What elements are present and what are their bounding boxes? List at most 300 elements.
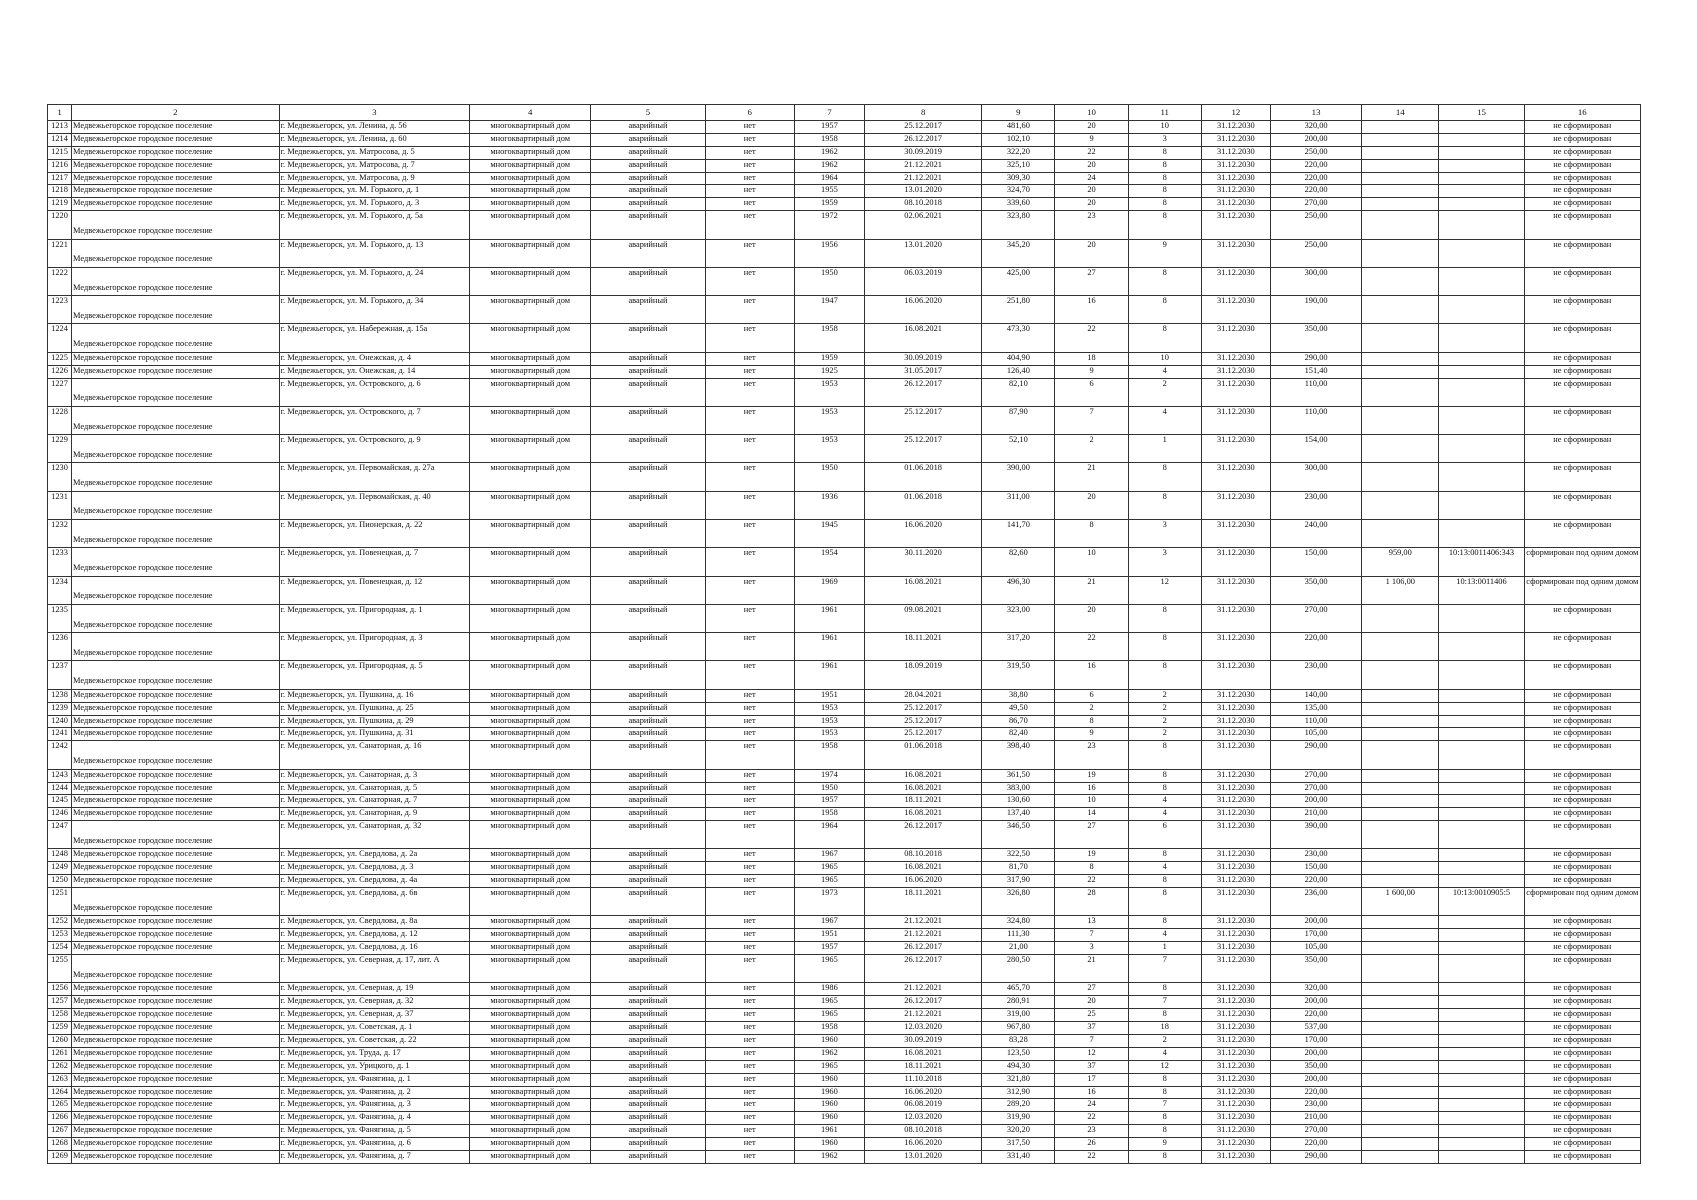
date-cell: 09.08.2021 bbox=[865, 604, 982, 632]
land-area-cell bbox=[1362, 1060, 1439, 1073]
table-row bbox=[48, 728, 1641, 741]
land-status-cell: не сформирован bbox=[1524, 795, 1640, 808]
date-cell: 31.05.2017 bbox=[865, 365, 982, 378]
building-type-cell: многоквартирный дом bbox=[470, 661, 591, 689]
land-status-cell: не сформирован bbox=[1524, 808, 1640, 821]
table-row bbox=[48, 576, 1641, 604]
cost-cell: 270,00 bbox=[1270, 1125, 1361, 1138]
row-number: 1221 bbox=[48, 239, 72, 267]
cost-cell: 290,00 bbox=[1270, 741, 1361, 769]
deadline-cell: 31.12.2030 bbox=[1201, 435, 1270, 463]
residents-cell: 7 bbox=[1055, 406, 1128, 434]
flag-cell: нет bbox=[705, 239, 794, 267]
area-cell: 320,20 bbox=[982, 1125, 1055, 1138]
cadastral-number-cell bbox=[1439, 782, 1524, 795]
year-cell: 1958 bbox=[794, 741, 864, 769]
apartments-cell: 6 bbox=[1128, 821, 1201, 849]
land-status-cell: не сформирован bbox=[1524, 463, 1640, 491]
table-row bbox=[48, 1151, 1641, 1164]
deadline-cell: 31.12.2030 bbox=[1201, 661, 1270, 689]
land-status-cell: не сформирован bbox=[1524, 916, 1640, 929]
building-type-cell: многоквартирный дом bbox=[470, 862, 591, 875]
cost-cell: 300,00 bbox=[1270, 267, 1361, 295]
table-row bbox=[48, 378, 1641, 406]
year-cell: 1953 bbox=[794, 406, 864, 434]
deadline-cell: 31.12.2030 bbox=[1201, 491, 1270, 519]
building-type-cell: многоквартирный дом bbox=[470, 795, 591, 808]
year-cell: 1950 bbox=[794, 267, 864, 295]
flag-cell: нет bbox=[705, 1022, 794, 1035]
area-cell: 280,91 bbox=[982, 996, 1055, 1009]
land-area-cell bbox=[1362, 1086, 1439, 1099]
building-type-cell: многоквартирный дом bbox=[470, 604, 591, 632]
cadastral-number-cell bbox=[1439, 324, 1524, 352]
year-cell: 1965 bbox=[794, 955, 864, 983]
cost-cell: 170,00 bbox=[1270, 929, 1361, 942]
date-cell: 18.11.2021 bbox=[865, 1060, 982, 1073]
apartments-cell: 8 bbox=[1128, 741, 1201, 769]
row-number: 1242 bbox=[48, 741, 72, 769]
column-header: 3 bbox=[279, 105, 469, 121]
apartments-cell: 8 bbox=[1128, 633, 1201, 661]
land-area-cell bbox=[1362, 715, 1439, 728]
land-area-cell bbox=[1362, 808, 1439, 821]
deadline-cell: 31.12.2030 bbox=[1201, 769, 1270, 782]
area-cell: 326,80 bbox=[982, 888, 1055, 916]
land-area-cell bbox=[1362, 198, 1439, 211]
table-row bbox=[48, 352, 1641, 365]
apartments-cell: 12 bbox=[1128, 1060, 1201, 1073]
area-cell: 130,60 bbox=[982, 795, 1055, 808]
apartments-cell: 8 bbox=[1128, 1125, 1201, 1138]
settlement-cell: Медвежьегорское городское поселение bbox=[72, 996, 280, 1009]
land-status-cell: не сформирован bbox=[1524, 378, 1640, 406]
apartments-cell: 8 bbox=[1128, 888, 1201, 916]
settlement-cell: Медвежьегорское городское поселение bbox=[72, 296, 280, 324]
address-cell: г. Медвежьегорск, ул. Онежская, д. 14 bbox=[279, 365, 469, 378]
cadastral-number-cell bbox=[1439, 821, 1524, 849]
address-cell: г. Медвежьегорск, ул. Островского, д. 9 bbox=[279, 435, 469, 463]
year-cell: 1961 bbox=[794, 633, 864, 661]
table-row bbox=[48, 862, 1641, 875]
table-row bbox=[48, 435, 1641, 463]
area-cell: 81,70 bbox=[982, 862, 1055, 875]
date-cell: 25.12.2017 bbox=[865, 728, 982, 741]
cost-cell: 220,00 bbox=[1270, 159, 1361, 172]
date-cell: 18.09.2019 bbox=[865, 661, 982, 689]
cadastral-number-cell bbox=[1439, 604, 1524, 632]
date-cell: 06.08.2019 bbox=[865, 1099, 982, 1112]
deadline-cell: 31.12.2030 bbox=[1201, 185, 1270, 198]
year-cell: 1972 bbox=[794, 211, 864, 239]
area-cell: 473,30 bbox=[982, 324, 1055, 352]
table-row bbox=[48, 198, 1641, 211]
table-row bbox=[48, 296, 1641, 324]
settlement-cell: Медвежьегорское городское поселение bbox=[72, 352, 280, 365]
table-row bbox=[48, 795, 1641, 808]
land-area-cell bbox=[1362, 1073, 1439, 1086]
residents-cell: 16 bbox=[1055, 1086, 1128, 1099]
land-status-cell: не сформирован bbox=[1524, 875, 1640, 888]
cost-cell: 110,00 bbox=[1270, 715, 1361, 728]
area-cell: 345,20 bbox=[982, 239, 1055, 267]
year-cell: 1957 bbox=[794, 795, 864, 808]
row-number: 1217 bbox=[48, 172, 72, 185]
land-status-cell: не сформирован bbox=[1524, 1125, 1640, 1138]
cadastral-number-cell bbox=[1439, 983, 1524, 996]
row-number: 1215 bbox=[48, 146, 72, 159]
cost-cell: 290,00 bbox=[1270, 352, 1361, 365]
building-type-cell: многоквартирный дом bbox=[470, 1034, 591, 1047]
status-cell: аварийный bbox=[591, 1138, 705, 1151]
cadastral-number-cell bbox=[1439, 159, 1524, 172]
row-number: 1232 bbox=[48, 519, 72, 547]
address-cell: г. Медвежьегорск, ул. Советская, д. 1 bbox=[279, 1022, 469, 1035]
flag-cell: нет bbox=[705, 728, 794, 741]
flag-cell: нет bbox=[705, 121, 794, 134]
land-area-cell bbox=[1362, 1022, 1439, 1035]
cost-cell: 154,00 bbox=[1270, 435, 1361, 463]
area-cell: 339,60 bbox=[982, 198, 1055, 211]
cost-cell: 320,00 bbox=[1270, 983, 1361, 996]
building-type-cell: многоквартирный дом bbox=[470, 324, 591, 352]
building-type-cell: многоквартирный дом bbox=[470, 211, 591, 239]
residents-cell: 13 bbox=[1055, 916, 1128, 929]
address-cell: г. Медвежьегорск, ул. Пригородная, д. 1 bbox=[279, 604, 469, 632]
deadline-cell: 31.12.2030 bbox=[1201, 1047, 1270, 1060]
area-cell: 309,30 bbox=[982, 172, 1055, 185]
cost-cell: 135,00 bbox=[1270, 702, 1361, 715]
date-cell: 08.10.2018 bbox=[865, 849, 982, 862]
residents-cell: 21 bbox=[1055, 955, 1128, 983]
cost-cell: 105,00 bbox=[1270, 942, 1361, 955]
settlement-cell: Медвежьегорское городское поселение bbox=[72, 239, 280, 267]
status-cell: аварийный bbox=[591, 519, 705, 547]
deadline-cell: 31.12.2030 bbox=[1201, 983, 1270, 996]
apartments-cell: 3 bbox=[1128, 133, 1201, 146]
row-number: 1222 bbox=[48, 267, 72, 295]
table-row bbox=[48, 821, 1641, 849]
area-cell: 319,90 bbox=[982, 1112, 1055, 1125]
residents-cell: 9 bbox=[1055, 365, 1128, 378]
land-status-cell: не сформирован bbox=[1524, 849, 1640, 862]
date-cell: 08.10.2018 bbox=[865, 1125, 982, 1138]
column-header: 2 bbox=[72, 105, 280, 121]
row-number: 1255 bbox=[48, 955, 72, 983]
flag-cell: нет bbox=[705, 1009, 794, 1022]
date-cell: 30.09.2019 bbox=[865, 1034, 982, 1047]
table-row bbox=[48, 239, 1641, 267]
status-cell: аварийный bbox=[591, 862, 705, 875]
residents-cell: 17 bbox=[1055, 1073, 1128, 1086]
row-number: 1224 bbox=[48, 324, 72, 352]
flag-cell: нет bbox=[705, 942, 794, 955]
cost-cell: 270,00 bbox=[1270, 198, 1361, 211]
row-number: 1219 bbox=[48, 198, 72, 211]
cost-cell: 240,00 bbox=[1270, 519, 1361, 547]
year-cell: 1967 bbox=[794, 916, 864, 929]
table-row bbox=[48, 1022, 1641, 1035]
land-area-cell bbox=[1362, 741, 1439, 769]
date-cell: 12.03.2020 bbox=[865, 1112, 982, 1125]
land-area-cell bbox=[1362, 942, 1439, 955]
status-cell: аварийный bbox=[591, 1086, 705, 1099]
address-cell: г. Медвежьегорск, ул. Матросова, д. 5 bbox=[279, 146, 469, 159]
date-cell: 26.12.2017 bbox=[865, 378, 982, 406]
land-area-cell bbox=[1362, 996, 1439, 1009]
deadline-cell: 31.12.2030 bbox=[1201, 172, 1270, 185]
date-cell: 06.03.2019 bbox=[865, 267, 982, 295]
deadline-cell: 31.12.2030 bbox=[1201, 821, 1270, 849]
area-cell: 324,70 bbox=[982, 185, 1055, 198]
settlement-cell: Медвежьегорское городское поселение bbox=[72, 121, 280, 134]
residents-cell: 19 bbox=[1055, 769, 1128, 782]
cadastral-number-cell bbox=[1439, 1151, 1524, 1164]
row-number: 1264 bbox=[48, 1086, 72, 1099]
date-cell: 13.01.2020 bbox=[865, 239, 982, 267]
status-cell: аварийный bbox=[591, 1060, 705, 1073]
date-cell: 30.11.2020 bbox=[865, 548, 982, 576]
settlement-cell: Медвежьегорское городское поселение bbox=[72, 1138, 280, 1151]
cost-cell: 150,00 bbox=[1270, 548, 1361, 576]
residents-cell: 2 bbox=[1055, 702, 1128, 715]
residents-cell: 22 bbox=[1055, 324, 1128, 352]
column-header: 13 bbox=[1270, 105, 1361, 121]
residents-cell: 20 bbox=[1055, 198, 1128, 211]
land-status-cell: не сформирован bbox=[1524, 929, 1640, 942]
flag-cell: нет bbox=[705, 267, 794, 295]
land-status-cell: не сформирован bbox=[1524, 1073, 1640, 1086]
cadastral-number-cell: 10:13:0011406:343 bbox=[1439, 548, 1524, 576]
area-cell: 425,00 bbox=[982, 267, 1055, 295]
land-status-cell: не сформирован bbox=[1524, 1099, 1640, 1112]
status-cell: аварийный bbox=[591, 661, 705, 689]
land-area-cell bbox=[1362, 463, 1439, 491]
area-cell: 496,30 bbox=[982, 576, 1055, 604]
date-cell: 16.08.2021 bbox=[865, 862, 982, 875]
table-row bbox=[48, 211, 1641, 239]
area-cell: 967,80 bbox=[982, 1022, 1055, 1035]
land-status-cell: не сформирован bbox=[1524, 491, 1640, 519]
land-area-cell bbox=[1362, 146, 1439, 159]
flag-cell: нет bbox=[705, 406, 794, 434]
deadline-cell: 31.12.2030 bbox=[1201, 929, 1270, 942]
deadline-cell: 31.12.2030 bbox=[1201, 942, 1270, 955]
apartments-cell: 7 bbox=[1128, 1099, 1201, 1112]
year-cell: 1957 bbox=[794, 942, 864, 955]
cadastral-number-cell bbox=[1439, 1112, 1524, 1125]
deadline-cell: 31.12.2030 bbox=[1201, 604, 1270, 632]
residents-cell: 16 bbox=[1055, 782, 1128, 795]
flag-cell: нет bbox=[705, 185, 794, 198]
status-cell: аварийный bbox=[591, 211, 705, 239]
cost-cell: 220,00 bbox=[1270, 1138, 1361, 1151]
land-status-cell: не сформирован bbox=[1524, 1138, 1640, 1151]
apartments-cell: 2 bbox=[1128, 378, 1201, 406]
row-number: 1249 bbox=[48, 862, 72, 875]
land-status-cell: сформирован под одним домом bbox=[1524, 888, 1640, 916]
residents-cell: 2 bbox=[1055, 435, 1128, 463]
building-type-cell: многоквартирный дом bbox=[470, 996, 591, 1009]
table-row bbox=[48, 1112, 1641, 1125]
year-cell: 1967 bbox=[794, 849, 864, 862]
deadline-cell: 31.12.2030 bbox=[1201, 296, 1270, 324]
year-cell: 1954 bbox=[794, 548, 864, 576]
year-cell: 1960 bbox=[794, 1138, 864, 1151]
land-area-cell bbox=[1362, 378, 1439, 406]
residents-cell: 37 bbox=[1055, 1022, 1128, 1035]
residents-cell: 20 bbox=[1055, 491, 1128, 519]
address-cell: г. Медвежьегорск, ул. М. Горького, д. 13 bbox=[279, 239, 469, 267]
settlement-cell: Медвежьегорское городское поселение bbox=[72, 849, 280, 862]
status-cell: аварийный bbox=[591, 604, 705, 632]
building-type-cell: многоквартирный дом bbox=[470, 548, 591, 576]
year-cell: 1964 bbox=[794, 821, 864, 849]
area-cell: 390,00 bbox=[982, 463, 1055, 491]
cadastral-number-cell: 10:13:0011406 bbox=[1439, 576, 1524, 604]
cadastral-number-cell bbox=[1439, 146, 1524, 159]
building-type-cell: многоквартирный дом bbox=[470, 267, 591, 295]
date-cell: 16.08.2021 bbox=[865, 808, 982, 821]
row-number: 1226 bbox=[48, 365, 72, 378]
settlement-cell: Медвежьегорское городское поселение bbox=[72, 689, 280, 702]
table-row bbox=[48, 172, 1641, 185]
status-cell: аварийный bbox=[591, 185, 705, 198]
cadastral-number-cell bbox=[1439, 929, 1524, 942]
row-number: 1236 bbox=[48, 633, 72, 661]
residents-cell: 16 bbox=[1055, 296, 1128, 324]
area-cell: 324,80 bbox=[982, 916, 1055, 929]
flag-cell: нет bbox=[705, 1138, 794, 1151]
settlement-cell: Медвежьегорское городское поселение bbox=[72, 633, 280, 661]
cadastral-number-cell bbox=[1439, 296, 1524, 324]
area-cell: 319,50 bbox=[982, 661, 1055, 689]
table-row bbox=[48, 1060, 1641, 1073]
residents-cell: 3 bbox=[1055, 942, 1128, 955]
apartments-cell: 8 bbox=[1128, 769, 1201, 782]
settlement-cell: Медвежьегорское городское поселение bbox=[72, 782, 280, 795]
land-status-cell: не сформирован bbox=[1524, 211, 1640, 239]
area-cell: 102,10 bbox=[982, 133, 1055, 146]
year-cell: 1965 bbox=[794, 996, 864, 1009]
apartments-cell: 8 bbox=[1128, 782, 1201, 795]
land-area-cell bbox=[1362, 604, 1439, 632]
row-number: 1266 bbox=[48, 1112, 72, 1125]
date-cell: 25.12.2017 bbox=[865, 702, 982, 715]
cost-cell: 140,00 bbox=[1270, 689, 1361, 702]
table-row bbox=[48, 983, 1641, 996]
year-cell: 1958 bbox=[794, 133, 864, 146]
residents-cell: 24 bbox=[1055, 172, 1128, 185]
deadline-cell: 31.12.2030 bbox=[1201, 1138, 1270, 1151]
date-cell: 28.04.2021 bbox=[865, 689, 982, 702]
settlement-cell: Медвежьегорское городское поселение bbox=[72, 875, 280, 888]
table-row bbox=[48, 715, 1641, 728]
settlement-cell: Медвежьегорское городское поселение bbox=[72, 604, 280, 632]
flag-cell: нет bbox=[705, 795, 794, 808]
settlement-cell: Медвежьегорское городское поселение bbox=[72, 463, 280, 491]
cost-cell: 220,00 bbox=[1270, 875, 1361, 888]
date-cell: 30.09.2019 bbox=[865, 146, 982, 159]
table-row bbox=[48, 1086, 1641, 1099]
address-cell: г. Медвежьегорск, ул. Повенецкая, д. 7 bbox=[279, 548, 469, 576]
year-cell: 1925 bbox=[794, 365, 864, 378]
area-cell: 361,50 bbox=[982, 769, 1055, 782]
deadline-cell: 31.12.2030 bbox=[1201, 548, 1270, 576]
land-status-cell: не сформирован bbox=[1524, 324, 1640, 352]
building-type-cell: многоквартирный дом bbox=[470, 198, 591, 211]
cost-cell: 151,40 bbox=[1270, 365, 1361, 378]
address-cell: г. Медвежьегорск, ул. Первомайская, д. 40 bbox=[279, 491, 469, 519]
column-header: 11 bbox=[1128, 105, 1201, 121]
year-cell: 1960 bbox=[794, 1034, 864, 1047]
building-type-cell: многоквартирный дом bbox=[470, 1047, 591, 1060]
apartments-cell: 8 bbox=[1128, 1151, 1201, 1164]
row-number: 1259 bbox=[48, 1022, 72, 1035]
settlement-cell: Медвежьегорское городское поселение bbox=[72, 942, 280, 955]
apartments-cell: 8 bbox=[1128, 661, 1201, 689]
table-row bbox=[48, 463, 1641, 491]
year-cell: 1951 bbox=[794, 689, 864, 702]
flag-cell: нет bbox=[705, 198, 794, 211]
address-cell: г. Медвежьегорск, ул. Пушкина, д. 25 bbox=[279, 702, 469, 715]
header-row bbox=[48, 105, 1641, 121]
status-cell: аварийный bbox=[591, 133, 705, 146]
settlement-cell: Медвежьегорское городское поселение bbox=[72, 491, 280, 519]
table-row bbox=[48, 916, 1641, 929]
year-cell: 1953 bbox=[794, 702, 864, 715]
settlement-cell: Медвежьегорское городское поселение bbox=[72, 1022, 280, 1035]
row-number: 1250 bbox=[48, 875, 72, 888]
cadastral-number-cell bbox=[1439, 172, 1524, 185]
status-cell: аварийный bbox=[591, 689, 705, 702]
column-header: 10 bbox=[1055, 105, 1128, 121]
cost-cell: 200,00 bbox=[1270, 133, 1361, 146]
table-row bbox=[48, 1009, 1641, 1022]
cadastral-number-cell bbox=[1439, 862, 1524, 875]
building-type-cell: многоквартирный дом bbox=[470, 955, 591, 983]
land-status-cell: не сформирован bbox=[1524, 689, 1640, 702]
apartments-cell: 8 bbox=[1128, 1086, 1201, 1099]
area-cell: 251,80 bbox=[982, 296, 1055, 324]
residents-cell: 26 bbox=[1055, 1138, 1128, 1151]
area-cell: 82,40 bbox=[982, 728, 1055, 741]
cost-cell: 200,00 bbox=[1270, 916, 1361, 929]
land-status-cell: сформирован под одним домом bbox=[1524, 548, 1640, 576]
flag-cell: нет bbox=[705, 689, 794, 702]
settlement-cell: Медвежьегорское городское поселение bbox=[72, 1009, 280, 1022]
settlement-cell: Медвежьегорское городское поселение bbox=[72, 267, 280, 295]
flag-cell: нет bbox=[705, 133, 794, 146]
deadline-cell: 31.12.2030 bbox=[1201, 198, 1270, 211]
building-type-cell: многоквартирный дом bbox=[470, 1125, 591, 1138]
land-area-cell bbox=[1362, 769, 1439, 782]
cadastral-number-cell bbox=[1439, 1073, 1524, 1086]
address-cell: г. Медвежьегорск, ул. Северная, д. 19 bbox=[279, 983, 469, 996]
land-area-cell bbox=[1362, 159, 1439, 172]
area-cell: 21,00 bbox=[982, 942, 1055, 955]
address-cell: г. Медвежьегорск, ул. М. Горького, д. 24 bbox=[279, 267, 469, 295]
table-row bbox=[48, 769, 1641, 782]
settlement-cell: Медвежьегорское городское поселение bbox=[72, 741, 280, 769]
status-cell: аварийный bbox=[591, 198, 705, 211]
cost-cell: 250,00 bbox=[1270, 211, 1361, 239]
table-row bbox=[48, 267, 1641, 295]
cost-cell: 110,00 bbox=[1270, 378, 1361, 406]
building-type-cell: многоквартирный дом bbox=[470, 916, 591, 929]
table-row bbox=[48, 1073, 1641, 1086]
status-cell: аварийный bbox=[591, 296, 705, 324]
